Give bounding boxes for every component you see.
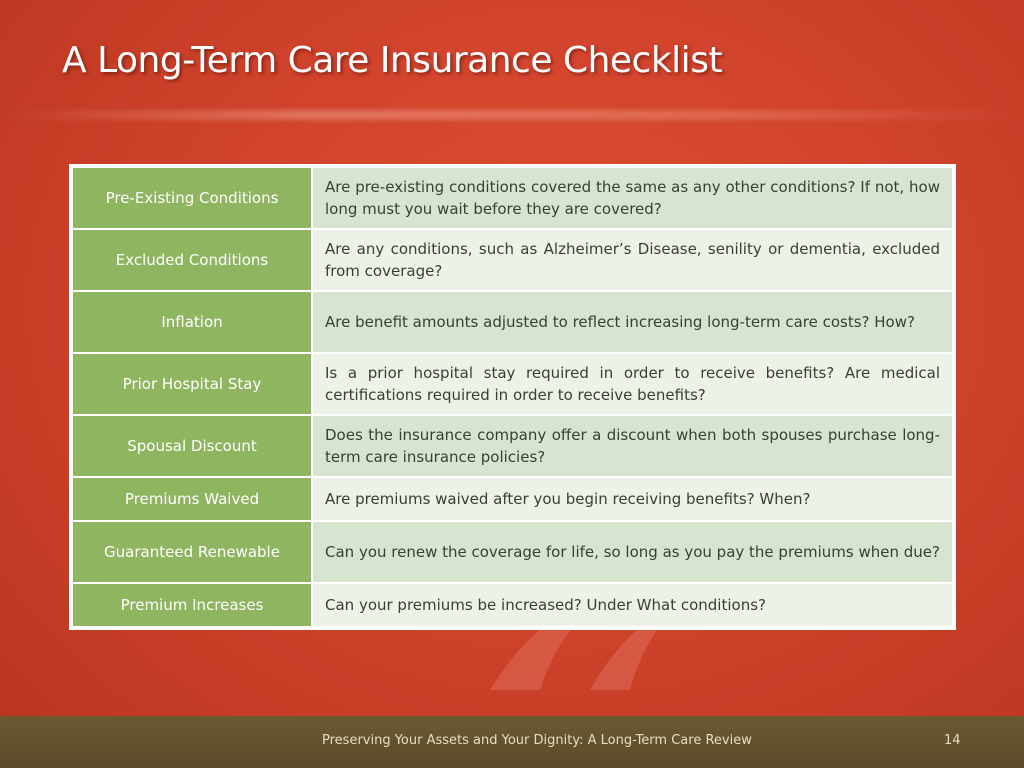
- row-label: Pre-Existing Conditions: [72, 167, 312, 229]
- row-label: Guaranteed Renewable: [72, 521, 312, 583]
- checklist-table: [71, 166, 954, 628]
- row-question: Are any conditions, such as Alzheimer’s Disease, senility or dementia, excluded from coverage?: [312, 229, 953, 291]
- row-question: Can your premiums be increased? Under What conditions?: [312, 583, 953, 627]
- table-row: [72, 291, 953, 353]
- row-label: Premium Increases: [72, 583, 312, 627]
- page-number: 14: [944, 733, 961, 748]
- footer-text: Preserving Your Assets and Your Dignity: A Long-Term Care Review: [322, 733, 752, 748]
- row-question: Is a prior hospital stay required in order to receive benefits? Are medical certifications required in order to receive benefits?: [312, 353, 953, 415]
- row-question: Does the insurance company offer a discount when both spouses purchase long-term care insurance policies?: [312, 415, 953, 477]
- row-label: Inflation: [72, 291, 312, 353]
- table-row: [72, 583, 953, 627]
- table-row: [72, 477, 953, 521]
- row-question: Are premiums waived after you begin receiving benefits? When?: [312, 477, 953, 521]
- slide-title: A Long-Term Care Insurance Checklist: [62, 40, 723, 81]
- row-label: Excluded Conditions: [72, 229, 312, 291]
- row-question: Are pre-existing conditions covered the same as any other conditions? If not, how long must you wait before they are covered?: [312, 167, 953, 229]
- row-label: Spousal Discount: [72, 415, 312, 477]
- row-question: Are benefit amounts adjusted to reflect increasing long-term care costs? How?: [312, 291, 953, 353]
- table-row: [72, 167, 953, 229]
- table-row: [72, 415, 953, 477]
- table-row: [72, 353, 953, 415]
- row-label: Prior Hospital Stay: [72, 353, 312, 415]
- row-label: Premiums Waived: [72, 477, 312, 521]
- row-question: Can you renew the coverage for life, so long as you pay the premiums when due?: [312, 521, 953, 583]
- table-row: [72, 521, 953, 583]
- title-divider: [0, 110, 1024, 120]
- table-row: [72, 229, 953, 291]
